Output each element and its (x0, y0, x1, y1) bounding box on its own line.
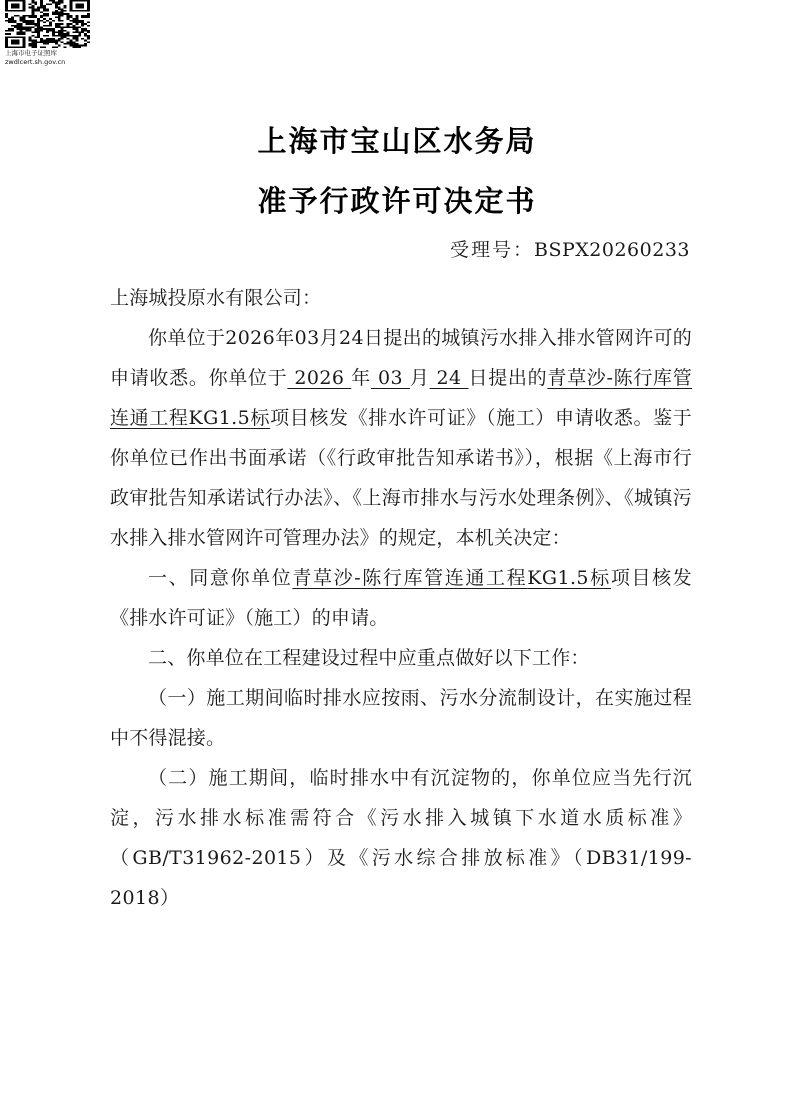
text-run: GB/T31962-2015 (132, 847, 302, 869)
text-run: 03 (294, 327, 320, 349)
paragraph-item-two (110, 638, 692, 678)
paragraph-host (110, 318, 692, 918)
text-run: 标 (250, 407, 271, 429)
issuer-title: 上海市宝山区水务局 (257, 124, 537, 158)
text-run: 03 (371, 367, 410, 389)
paragraph-intro (110, 318, 692, 558)
text-run: 月 (319, 327, 339, 349)
text-run: 日提出的城镇污水排入排水管网许可的申请收悉。你单位于 (110, 327, 693, 389)
acceptance-number (450, 236, 690, 264)
stamp-url: zwdlcert.sh.gov.cn (5, 57, 66, 66)
text-run: 年 (351, 367, 371, 389)
text-run: 2026 (287, 367, 352, 389)
document-title: 准予行政许可决定书 (257, 184, 537, 218)
text-run: 项目核发《排水许可证》（施工）的申请。 (110, 567, 692, 629)
text-run: 青草沙-陈行库管连通工程 (292, 567, 528, 589)
acceptance-number-label: 受理号： (449, 239, 534, 261)
acceptance-number-value: BSPX20260233 (534, 239, 690, 261)
text-run: 标 (588, 567, 611, 589)
text-run: KG1.5 (527, 567, 589, 589)
electronic-certificate-stamp (5, 0, 95, 66)
text-run: 24 (429, 367, 469, 389)
text-run: （二）施工期间，临时排水中有沉淀物的，你单位应当先行沉淀，污水排水标准需符合《污水排入城镇下水道水质标准》（ (110, 767, 692, 869)
text-run: 一、同意你单位 (148, 567, 293, 589)
text-run: 24 (338, 327, 364, 349)
text-run: 二、你单位在工程建设过程中应重点做好以下工作： (148, 647, 590, 669)
text-run: ）及《污水综合排放标准》（ (301, 847, 586, 869)
text-run: 青草沙-陈行库管连通工程 (110, 367, 692, 429)
paragraph-item-one (110, 558, 692, 638)
text-run: ） (159, 887, 180, 909)
text-run: 年 (275, 327, 295, 349)
text-run: 月 (409, 367, 430, 389)
text-run: 项目核发《排水许可证》（施工）申请收悉。鉴于你单位已作出书面承诺（《行政审批告知承诺书》），根据《上海市行政审批告知承诺试行办法》、《上海市排水与污水处理条例》、《城镇污水排入排水管网许可管理办法》的规定，本机关决定： (110, 407, 693, 549)
stamp-caption: 上海市电子证照库 (5, 49, 57, 57)
document-body (110, 278, 692, 918)
paragraph-sub-two (110, 758, 692, 918)
text-run: 2026 (225, 327, 276, 349)
text-run: DB31/199-2018 (110, 847, 692, 909)
paragraph-sub-one (110, 678, 692, 758)
recipient-line: 上海城投原水有限公司： (110, 287, 322, 309)
qr-code[interactable] (5, 0, 90, 48)
text-run: 你单位于 (148, 327, 226, 349)
text-run: （一）施工期间临时排水应按雨、污水分流制设计，在实施过程中不得混接。 (110, 687, 692, 749)
text-run: KG1.5 (188, 407, 251, 429)
text-run: 日提出的 (468, 367, 548, 389)
